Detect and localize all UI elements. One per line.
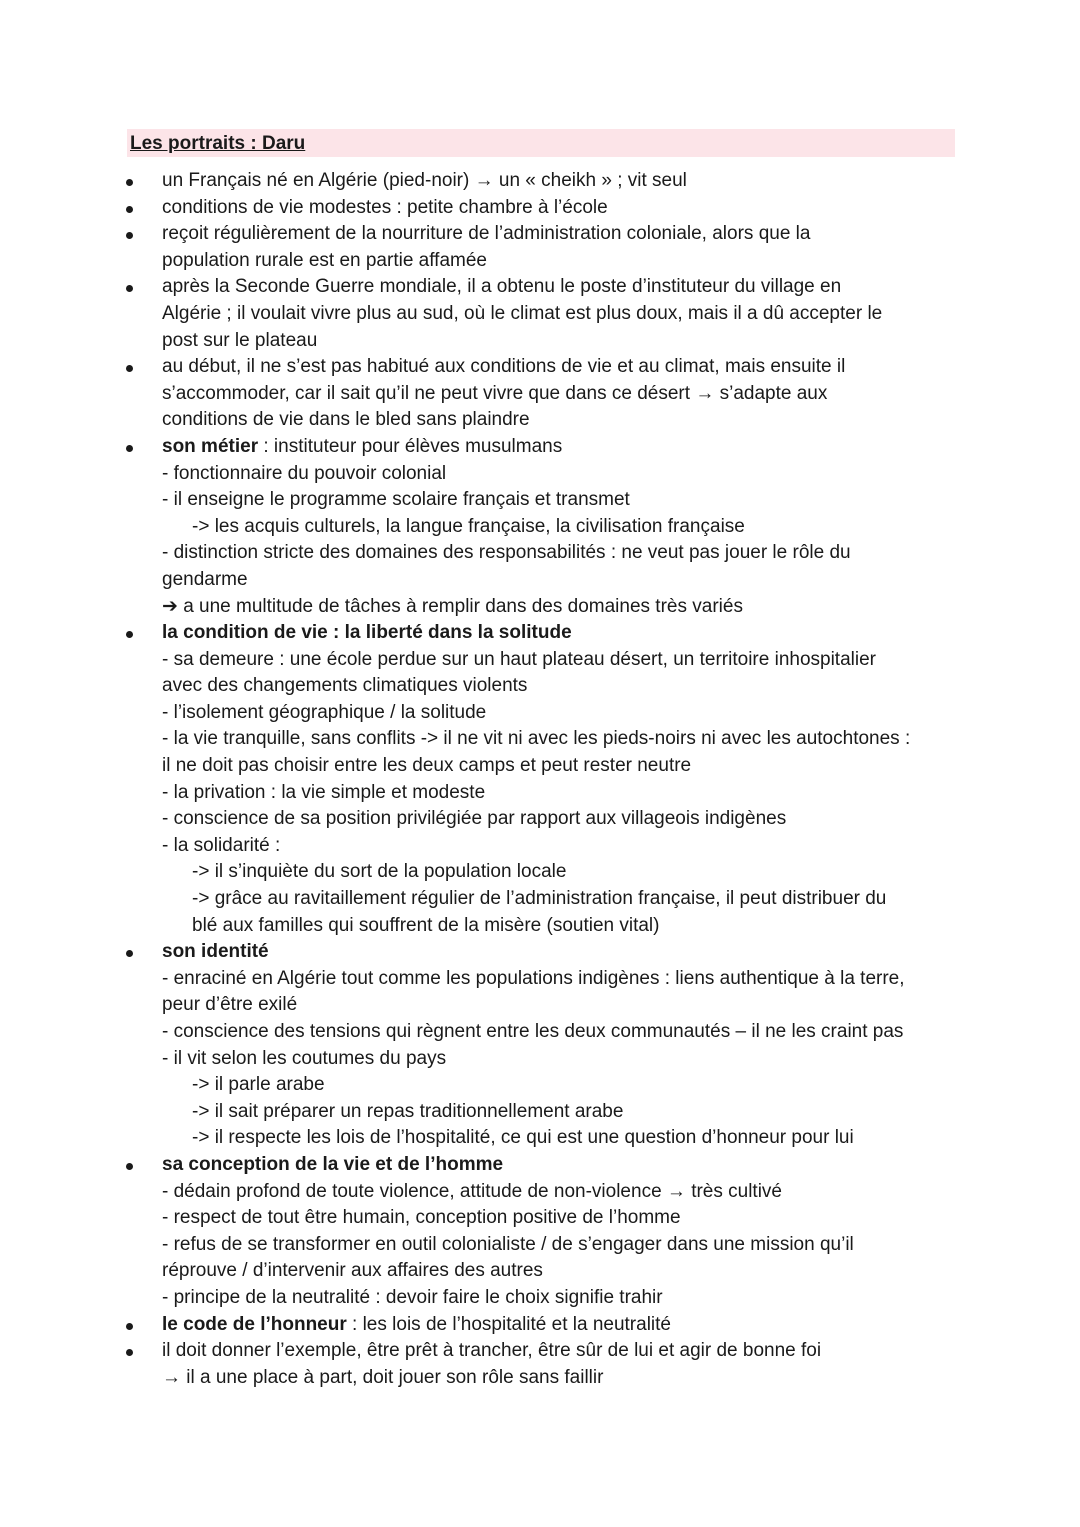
text-line [162, 726, 952, 753]
bullet-icon [126, 365, 133, 372]
text-span: population rurale est en partie affamée [162, 249, 487, 271]
text-line [162, 859, 952, 886]
text-span: avec des changements climatiques violents [162, 675, 528, 697]
text-line [162, 700, 952, 727]
text-line [162, 434, 952, 461]
text-span: -> il sait préparer un repas traditionnellement arabe [192, 1100, 624, 1122]
text-span: - fonctionnaire du pouvoir colonial [162, 462, 447, 484]
text-line [162, 833, 952, 860]
text-line [162, 1338, 952, 1365]
text-span: gendarme [162, 568, 248, 590]
text-line [162, 939, 952, 966]
bullet-icon [126, 445, 133, 452]
text-span: Algérie ; il voulait vivre plus au sud, où le climat est plus doux, mais il a dû accepter le [162, 302, 883, 324]
text-line [162, 1019, 952, 1046]
text-line [162, 992, 952, 1019]
list-item [0, 1152, 1080, 1312]
text-line [162, 328, 952, 355]
text-line [162, 806, 952, 833]
text-line [162, 1099, 952, 1126]
text-span: - il vit selon les coutumes du pays [162, 1047, 447, 1069]
list-item [0, 195, 1080, 222]
text-line [162, 620, 952, 647]
bold-text: sa conception de la vie et de l’homme [162, 1153, 504, 1175]
text-line [162, 221, 952, 248]
bullet-icon [126, 206, 133, 213]
list-item [0, 1338, 1080, 1391]
text-line [162, 1232, 952, 1259]
text-span: - distinction stricte des domaines des responsabilités : ne veut pas jouer le rôle du [162, 542, 851, 564]
text-line [162, 913, 952, 940]
text-span: réprouve / d’intervenir aux affaires des autres [162, 1260, 543, 1282]
bullet-icon [126, 1163, 133, 1170]
text-span: - la vie tranquille, sans conflits -> il ne vit ni avec les pieds-noirs ni avec les autochtones : [162, 728, 911, 750]
text-line [162, 673, 952, 700]
text-span: conditions de vie dans le bled sans plaindre [162, 409, 530, 431]
list-item [0, 434, 1080, 620]
text-span: - enraciné en Algérie tout comme les populations indigènes : liens authentique à la terre, [162, 967, 905, 989]
text-span: -> il respecte les lois de l’hospitalité, ce qui est une question d’honneur pour lui [192, 1127, 854, 1149]
text-line [162, 540, 952, 567]
text-line [162, 1365, 952, 1392]
text-line [162, 407, 952, 434]
text-line [162, 567, 952, 594]
text-span: - conscience des tensions qui règnent entre les deux communautés – il ne les craint pas [162, 1021, 904, 1042]
text-span: il ne doit pas choisir entre les deux camps et peut rester neutre [162, 755, 692, 777]
list-item [0, 354, 1080, 434]
text-line [162, 168, 952, 195]
text-span: - il enseigne le programme scolaire français et transmet [162, 489, 630, 511]
list-item [0, 939, 1080, 1152]
text-line [162, 753, 952, 780]
text-span: - l’isolement géographique / la solitude [162, 701, 487, 723]
bold-text: la condition de vie : la liberté dans la solitude [162, 622, 572, 644]
text-line [162, 594, 952, 621]
text-line [162, 274, 952, 301]
text-span: peur d’être exilé [162, 994, 298, 1016]
text-span: - sa demeure : une école perdue sur un haut plateau désert, un territoire inhospitalier [162, 648, 876, 670]
text-line [162, 1285, 952, 1312]
list-item [0, 274, 1080, 354]
text-span: au début, il ne s’est pas habitué aux conditions de vie et au climat, mais ensuite il [162, 356, 846, 378]
text-span: un Français né en Algérie (pied-noir) → un « cheikh » ; vit seul [162, 170, 687, 191]
text-line [162, 354, 952, 381]
text-line [162, 1179, 952, 1206]
text-line [162, 381, 952, 408]
bullet-icon [126, 179, 133, 186]
text-line [162, 1205, 952, 1232]
text-span: blé aux familles qui souffrent de la misère (soutien vital) [192, 914, 660, 936]
bold-text: son métier [162, 435, 259, 457]
page-title: Les portraits : Daru [130, 133, 306, 154]
text-line [162, 1312, 952, 1339]
text-span: après la Seconde Guerre mondiale, il a obtenu le poste d’instituteur du village en [162, 276, 842, 298]
text-line [162, 1072, 952, 1099]
text-span: reçoit régulièrement de la nourriture de l’administration coloniale, alors que la [162, 223, 811, 245]
text-span: - la solidarité : [162, 834, 281, 856]
bullet-icon [126, 631, 133, 638]
text-line [162, 647, 952, 674]
text-span: - principe de la neutralité : devoir faire le choix signifie trahir [162, 1286, 663, 1308]
list-item [0, 1312, 1080, 1339]
text-line [162, 1152, 952, 1179]
list-item [0, 168, 1080, 195]
text-line [162, 1258, 952, 1285]
text-line [162, 886, 952, 913]
text-line [162, 780, 952, 807]
text-span: -> il s’inquiète du sort de la population locale [192, 861, 567, 883]
text-line [162, 966, 952, 993]
bold-text: son identité [162, 941, 269, 963]
bold-text: le code de l’honneur [162, 1313, 347, 1335]
text-line [162, 301, 952, 328]
list-item [0, 620, 1080, 939]
text-line [162, 195, 952, 222]
bullet-icon [126, 1323, 133, 1330]
text-line [162, 1046, 952, 1073]
text-line [162, 514, 952, 541]
text-span: - dédain profond de toute violence, attitude de non-violence → très cultivé [162, 1180, 782, 1202]
text-span: post sur le plateau [162, 329, 318, 351]
bullet-icon [126, 1349, 133, 1356]
bullet-list [0, 168, 1080, 1391]
text-span: conditions de vie modestes : petite chambre à l’école [162, 196, 608, 218]
text-span: -> les acquis culturels, la langue française, la civilisation française [192, 515, 745, 537]
text-span: il doit donner l’exemple, être prêt à trancher, être sûr de lui et agir de bonne foi [162, 1340, 822, 1362]
text-span: - conscience de sa position privilégiée par rapport aux villageois indigènes [162, 808, 787, 830]
text-span: ➔ a une multitude de tâches à remplir dans des domaines très variés [162, 595, 743, 617]
text-span: s’accommoder, car il sait qu’il ne peut vivre que dans ce désert → s’adapte aux [162, 382, 828, 404]
text-line [162, 1125, 952, 1152]
text-span: → il a une place à part, doit jouer son rôle sans faillir [162, 1366, 604, 1388]
text-span: : instituteur pour élèves musulmans [258, 435, 563, 457]
text-span: - respect de tout être humain, conception positive de l’homme [162, 1207, 681, 1229]
bullet-icon [126, 285, 133, 292]
text-line [162, 487, 952, 514]
text-span: -> il parle arabe [192, 1074, 325, 1096]
text-line [162, 248, 952, 275]
text-span: -> grâce au ravitaillement régulier de l’administration française, il peut distribuer du [192, 888, 887, 910]
bullet-icon [126, 232, 133, 239]
text-span: - refus de se transformer en outil colonialiste / de s’engager dans une mission qu’il [162, 1233, 854, 1255]
text-line [162, 461, 952, 488]
text-span: : les lois de l’hospitalité et la neutralité [346, 1313, 671, 1335]
bullet-icon [126, 950, 133, 957]
text-span: - la privation : la vie simple et modeste [162, 781, 486, 803]
list-item [0, 221, 1080, 274]
